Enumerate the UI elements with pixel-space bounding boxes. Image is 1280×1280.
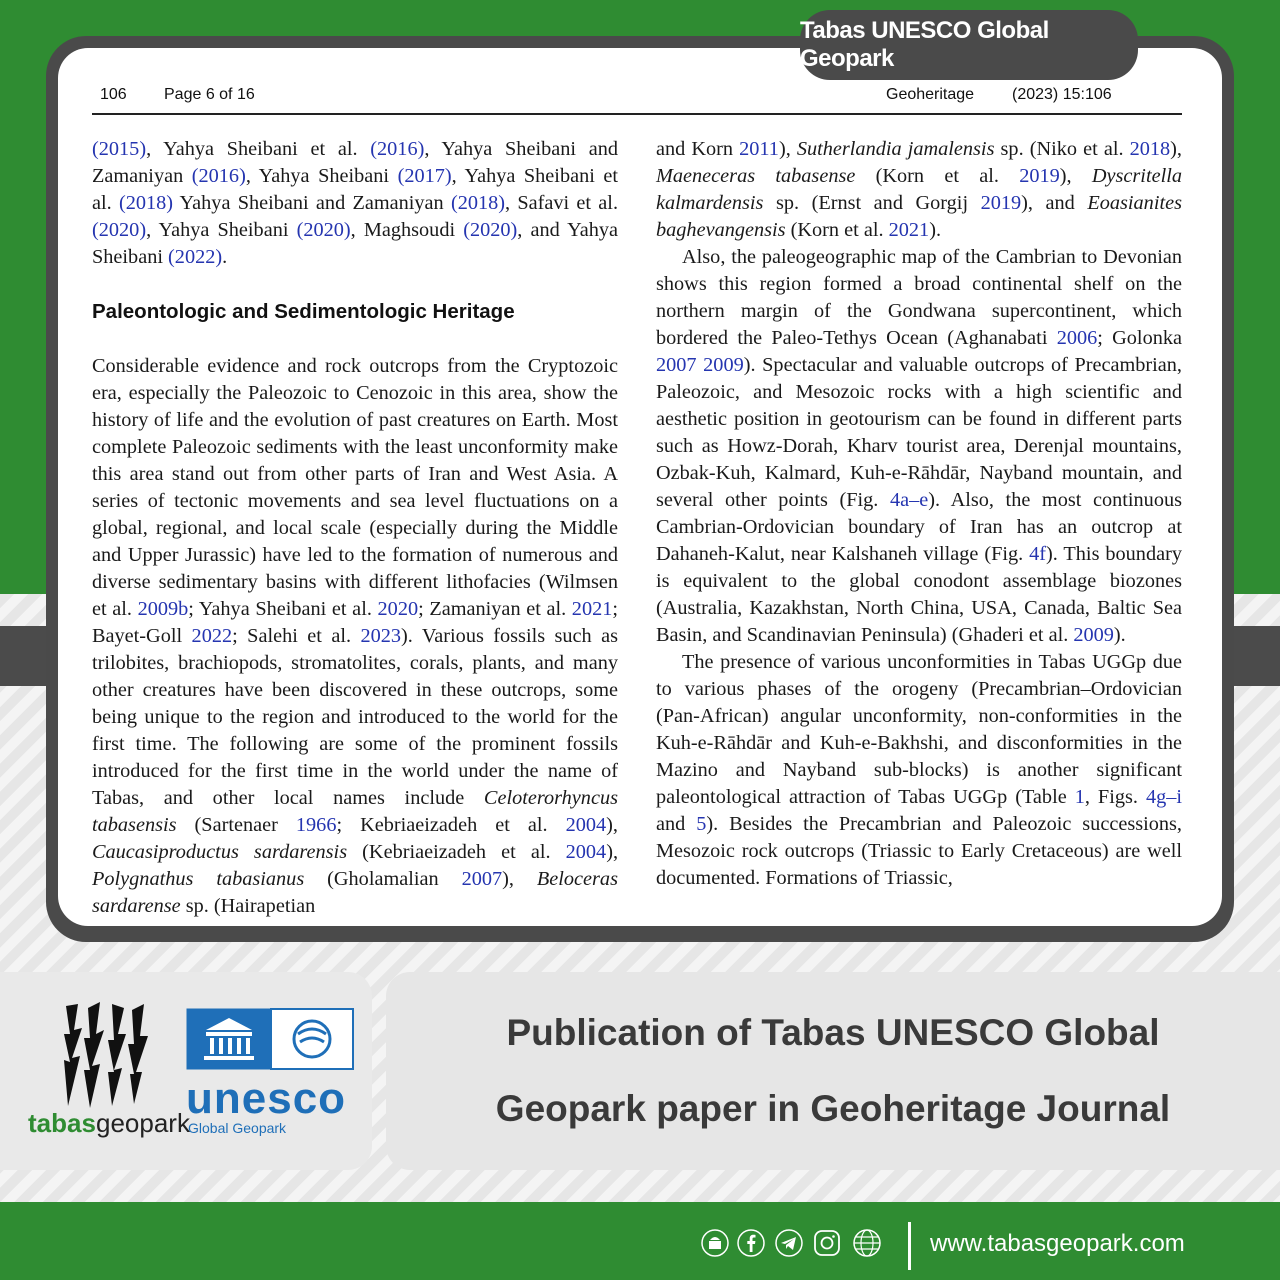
text-run: ; Kebriaeizadeh et al. xyxy=(336,814,566,836)
citation-link[interactable]: (2020) xyxy=(92,219,147,241)
text-run: , Yahya Sheibani xyxy=(245,165,398,187)
species-name: Sutherlandia jamalensis xyxy=(796,138,995,160)
left-column xyxy=(92,136,618,920)
text-run: ). This boundary is equivalent to the global conodont assemblage biozones (Australia, Kazakhstan, North China, USA, Canada, Baltic Sea Basin, and Scandinavian Peninsula) (Ghaderi et al. xyxy=(656,543,1182,646)
text-run: , Maghsoudi xyxy=(350,219,464,241)
text-run: ; Yahya Sheibani et al. xyxy=(188,598,378,620)
species-name: Polygnathus tabasianus xyxy=(92,868,305,890)
logo-panel xyxy=(0,972,372,1170)
citation-link[interactable]: 4f xyxy=(1029,543,1047,565)
citation-link[interactable]: 1966 xyxy=(295,814,337,836)
citation-link[interactable]: 2018 xyxy=(1129,138,1171,160)
title-line-2: Geopark paper in Geoheritage Journal xyxy=(495,1088,1171,1129)
text-run: The presence of various unconformities in Tabas UGGp due to various phases of the orogeny (Precambrian–Ordovician (Pan-African) angular unconformity, non-conformities in the Kuh-e-Rāhdār and Kuh-e-Bakhshi, and disconformities in the Mazino and Nayband sub-blocks) is another significant paleontological attraction of Tabas UGGp (Table xyxy=(656,651,1182,808)
right-column xyxy=(656,136,1182,892)
web-icon[interactable] xyxy=(852,1228,882,1258)
citation-link[interactable]: 2023 xyxy=(360,625,402,647)
text-run: sp. (Ernst and Gorgij xyxy=(763,192,981,214)
paragraph-fossils xyxy=(656,136,1182,244)
species-name: Maeneceras tabasense xyxy=(656,165,856,187)
header-rule xyxy=(92,113,1182,115)
text-run: ), xyxy=(502,868,537,890)
text-run: (Gholamalian xyxy=(304,868,462,890)
citation-link[interactable]: 2004 xyxy=(565,841,607,863)
citation-link[interactable]: (2018) xyxy=(118,192,174,214)
species-name: Beloceras sardarense xyxy=(92,868,618,917)
journal-volume: (2023) 15:106 xyxy=(1012,86,1112,103)
text-run: ). Various fossils such as trilobites, brachiopods, stromatolites, corals, plants, and many other creatures have been discovered in these outcrops, some being unique to the region and introduced to the world for the first time. The following are some of the prominent fossils introduced for the first time in the world under the name of Tabas, and other local names include xyxy=(92,625,619,809)
text-run: , Yahya Sheibani et al. xyxy=(146,138,371,160)
journal-name: Geoheritage xyxy=(886,86,975,103)
page-of: Page 6 of 16 xyxy=(164,86,255,103)
citation-link[interactable]: (2015) xyxy=(92,138,147,160)
page-number: 106 xyxy=(100,86,127,103)
instagram-icon[interactable] xyxy=(812,1228,842,1258)
text-run: . xyxy=(222,246,228,268)
text-run: , Safavi et al. xyxy=(505,192,619,214)
citation-link[interactable]: 2004 xyxy=(565,814,607,836)
citation-link[interactable]: 5 xyxy=(696,813,707,835)
citation-link[interactable]: 1 xyxy=(1074,786,1085,808)
text-run: (Sartenaer xyxy=(176,814,296,836)
citation-link[interactable]: 2006 xyxy=(1056,327,1098,349)
citation-link[interactable]: 2009b xyxy=(137,598,189,620)
title-line-1: Publication of Tabas UNESCO Global xyxy=(506,1012,1160,1053)
text-run: ; Bayet-Goll xyxy=(92,598,618,647)
unesco-subtitle: Global Geopark xyxy=(188,1120,287,1136)
text-run: Considerable evidence and rock outcrops from the Cryptozoic era, especially the Paleozoic to Cenozoic in this area, show the history of life and the evolution of past creatures on Earth. Most complete Paleozoic sediments with the least unconformity make this area stand out from other parts of Iran and West Asia. A series of tectonic movements and sea level fluctuations on a global, regional, and local scale (especially during the Middle and Upper Jurassic) have led to the formation of numerous and diverse sedimentary basins with different lithofacies (Wilmsen et al. xyxy=(92,355,618,620)
unesco-logo-icon xyxy=(186,1008,354,1070)
text-run: Also, the paleogeographic map of the Cambrian to Devonian shows this region formed a broad continental shelf on the northern margin of the Gondwana supercontinent, which bordered the Paleo-Tethys Ocean (Aghanabati xyxy=(656,246,1182,349)
text-run: , Figs. xyxy=(1084,786,1146,808)
facebook-icon[interactable] xyxy=(736,1228,766,1258)
text-run: sp. (Niko et al. xyxy=(994,138,1130,160)
text-run: ), xyxy=(606,841,619,863)
citation-link[interactable]: 2021 xyxy=(888,219,930,241)
website-link[interactable]: www.tabasgeopark.com xyxy=(930,1230,1185,1257)
text-run: ). xyxy=(929,219,942,241)
citation-link[interactable]: 2021 xyxy=(571,598,613,620)
text-run: (Kebriaeizadeh et al. xyxy=(347,841,566,863)
citation-link[interactable]: 2022 xyxy=(191,625,233,647)
tabas-word: tabas xyxy=(28,1108,96,1138)
text-run: , Yahya Sheibani xyxy=(146,219,297,241)
citation-link[interactable]: 2020 xyxy=(377,598,419,620)
citation-link[interactable]: 2009 xyxy=(1073,624,1114,646)
citation-link[interactable]: (2016) xyxy=(370,138,425,160)
citation-link[interactable]: 2019 xyxy=(980,192,1022,214)
paragraph-unconformities xyxy=(656,649,1182,892)
telegram-icon[interactable] xyxy=(774,1228,804,1258)
citation-link[interactable]: (2017) xyxy=(397,165,452,187)
citation-link[interactable]: (2020) xyxy=(463,219,518,241)
tabas-geopark-logo-icon xyxy=(62,1000,148,1110)
text-run: sp. (Hairapetian xyxy=(180,895,316,917)
text-run: ). Besides the Precambrian and Paleozoic successions, Mesozoic rock outcrops (Triassic to Early Cretaceous) are well documented. Formations of Triassic, xyxy=(656,813,1182,889)
text-run: , Yahya Sheibani and Zamaniyan xyxy=(92,138,619,187)
text-run: ; Salehi et al. xyxy=(232,625,361,647)
text-run: ; Zamaniyan et al. xyxy=(418,598,572,620)
citation-link[interactable]: 2007 xyxy=(461,868,503,890)
text-run: ). Also, the most continuous Cambrian-Ordovician boundary of Iran has an outcrop at Dahaneh-Kalut, near Kalshaneh village (Fig. xyxy=(656,489,1182,565)
species-name: Eoasianites baghevangensis xyxy=(656,192,1182,241)
citation-link[interactable]: 2011 xyxy=(739,138,779,160)
citation-link[interactable]: 4a–e xyxy=(889,489,929,511)
unesco-word: unesco xyxy=(186,1074,347,1123)
species-name: Caucasiproductus sardarensis xyxy=(92,841,348,863)
geopark-word: geopark xyxy=(96,1108,190,1138)
text-run: Yahya Sheibani and Zamaniyan xyxy=(173,192,451,214)
text-run: ), xyxy=(606,814,618,836)
species-name: Dyscritella kalmardensis xyxy=(656,165,1182,214)
citation-link[interactable]: 2007 2009 xyxy=(656,354,744,376)
body-paragraph xyxy=(92,353,618,920)
text-run: and xyxy=(656,813,697,835)
text-run: ). Spectacular and valuable outcrops of Precambrian, Paleozoic, and Mesozoic rocks with a high scientific and aesthetic position in geotourism can be found in different parts such as Howz-Dorah, Kharv tourist area, Derenjal mountains, Ozbak-Kuh, Kalmard, Kuh-e-Rāhdār, Nayband mountain, and several other points (Fig. xyxy=(656,354,1182,511)
text-run: and Korn xyxy=(656,138,740,160)
text-run: , Yahya Sheibani et al. xyxy=(92,165,619,214)
citation-link[interactable]: (2018) xyxy=(450,192,506,214)
citation-link[interactable]: (2022) xyxy=(168,246,223,268)
title-panel xyxy=(386,972,1280,1170)
android-icon[interactable] xyxy=(700,1228,730,1258)
brand-tag: Tabas UNESCO Global Geopark xyxy=(800,10,1138,80)
citation-link[interactable]: 2019 xyxy=(1019,165,1060,187)
footer-divider xyxy=(908,1222,911,1270)
citation-link[interactable]: 4g–i xyxy=(1145,786,1182,808)
citation-link[interactable]: (2020) xyxy=(296,219,351,241)
intro-paragraph xyxy=(92,136,618,271)
section-heading: Paleontologic and Sedimentologic Heritage xyxy=(92,300,515,323)
text-run: ), and xyxy=(1021,192,1088,214)
text-run: (Korn et al. xyxy=(855,165,1020,187)
text-run: ). xyxy=(1113,624,1126,646)
text-run: ), xyxy=(1059,165,1092,187)
citation-link[interactable]: (2016) xyxy=(191,165,246,187)
species-name: Celoterorhyncus tabasensis xyxy=(92,787,618,836)
text-run: ), xyxy=(778,138,797,160)
text-run: ; Golonka xyxy=(1097,327,1182,349)
paragraph-paleogeography xyxy=(656,244,1182,649)
text-run: ), xyxy=(1170,138,1182,160)
text-run: (Korn et al. xyxy=(785,219,889,241)
text-run: , and Yahya Sheibani xyxy=(92,219,618,268)
